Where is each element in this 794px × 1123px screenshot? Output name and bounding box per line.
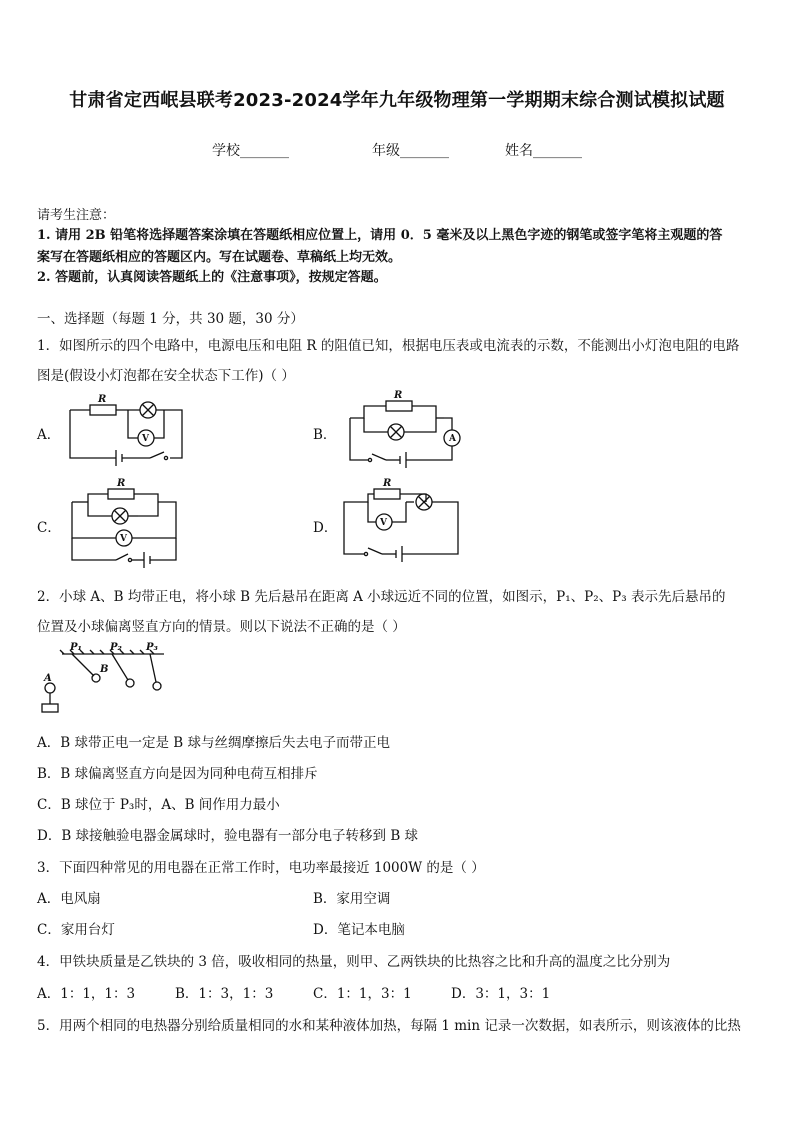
q1-option-d-label: D． — [313, 520, 338, 536]
q2-label-a: A — [44, 673, 52, 684]
page-title: 甘肃省定西岷县联考2023-2024学年九年级物理第一学期期末综合测试模拟试题 — [69, 90, 725, 111]
q3-stem: 3．下面四种常见的用电器在正常工作时，电功率最接近 1000W 的是（ ） — [37, 860, 485, 876]
q1-option-c-label: C． — [37, 520, 61, 536]
q1-c-voltmeter-label: V — [120, 534, 127, 544]
q1-d-resistor-label: R — [383, 478, 392, 489]
notice-heading: 请考生注意： — [37, 208, 116, 223]
q2-label-p1: P₁ — [70, 642, 82, 653]
notice-line-1: 1. 请用 2B 铅笔将选择题答案涂填在答题纸相应位置上，请用 0．5 毫米及以上黑色字迹的钢笔或签字笔将主观题的答 — [37, 228, 723, 243]
q1-b-ammeter-label: A — [449, 434, 456, 444]
q4-stem: 4．甲铁块质量是乙铁块的 3 倍，吸收相同的热量，则甲、乙两铁块的比热容之比和升高的温度之比分别为 — [37, 954, 671, 970]
school-field: 学校_______ — [212, 143, 289, 159]
q4-option-a: A．1：1，1：3 — [37, 986, 136, 1002]
q2-option-c: C．B 球位于 P₃时，A、B 间作用力最小 — [37, 797, 280, 813]
q1-circuit-b — [340, 390, 470, 474]
q2-figure — [38, 642, 168, 716]
q1-stem-line2: 图是(假设小灯泡都在安全状态下工作)（ ） — [37, 368, 295, 384]
q1-d-voltmeter-label: V — [380, 518, 387, 528]
q3-option-a: A．电风扇 — [37, 891, 101, 907]
q1-option-a-label: A． — [37, 427, 61, 443]
q2-option-b: B．B 球偏离竖直方向是因为同种电荷互相排斥 — [37, 766, 318, 782]
q1-a-voltmeter-label: V — [142, 434, 149, 444]
notice-line-2: 2. 答题前，认真阅读答题纸上的《注意事项》，按规定答题。 — [37, 270, 387, 285]
q4-option-d: D．3：1，3：1 — [451, 986, 551, 1002]
q1-circuit-d — [340, 478, 464, 564]
q1-a-resistor-label: R — [98, 394, 107, 405]
q2-stem-line2: 位置及小球偏离竖直方向的情景。则以下说法不正确的是（ ） — [37, 619, 406, 635]
q4-option-c: C．1：1，3：1 — [313, 986, 412, 1002]
q2-stem-line1: 2．小球 A、B 均带正电，将小球 B 先后悬吊在距离 A 小球远近不同的位置，如图示，P₁、P₂、P₃ 表示先后悬吊的 — [37, 589, 726, 605]
q1-b-resistor-label: R — [394, 390, 403, 401]
q2-label-p2: P₂ — [110, 642, 122, 653]
q3-option-b: B．家用空调 — [313, 891, 391, 907]
name-field: 姓名_______ — [505, 143, 582, 159]
q3-option-d: D．笔记本电脑 — [313, 922, 405, 938]
q2-label-p3: P₃ — [146, 642, 158, 653]
q1-c-resistor-label: R — [117, 478, 126, 489]
q2-option-a: A．B 球带正电一定是 B 球与丝绸摩擦后失去电子而带正电 — [37, 735, 390, 751]
q1-circuit-c — [68, 478, 188, 566]
q2-option-d: D．B 球接触验电器金属球时，验电器有一部分电子转移到 B 球 — [37, 828, 419, 844]
notice-line-1b: 案写在答题纸相应的答题区内。写在试题卷、草稿纸上均无效。 — [37, 250, 402, 265]
grade-field: 年级_______ — [372, 143, 449, 159]
q2-label-b: B — [100, 664, 109, 675]
q5-stem: 5．用两个相同的电热器分别给质量相同的水和某种液体加热，每隔 1 min 记录一次数据，如表所示，则该液体的比热 — [37, 1018, 741, 1034]
q1-option-b-label: B． — [313, 427, 337, 443]
q4-option-b: B．1：3，1：3 — [175, 986, 274, 1002]
section-heading: 一、选择题（每题 1 分，共 30 题，30 分） — [37, 311, 304, 327]
q1-circuit-a — [60, 394, 190, 472]
q3-option-c: C．家用台灯 — [37, 922, 115, 938]
q1-stem-line1: 1．如图所示的四个电路中，电源电压和电阻 R 的阻值已知，根据电压表或电流表的示数，不能测出小灯泡电阻的电路 — [37, 338, 740, 354]
